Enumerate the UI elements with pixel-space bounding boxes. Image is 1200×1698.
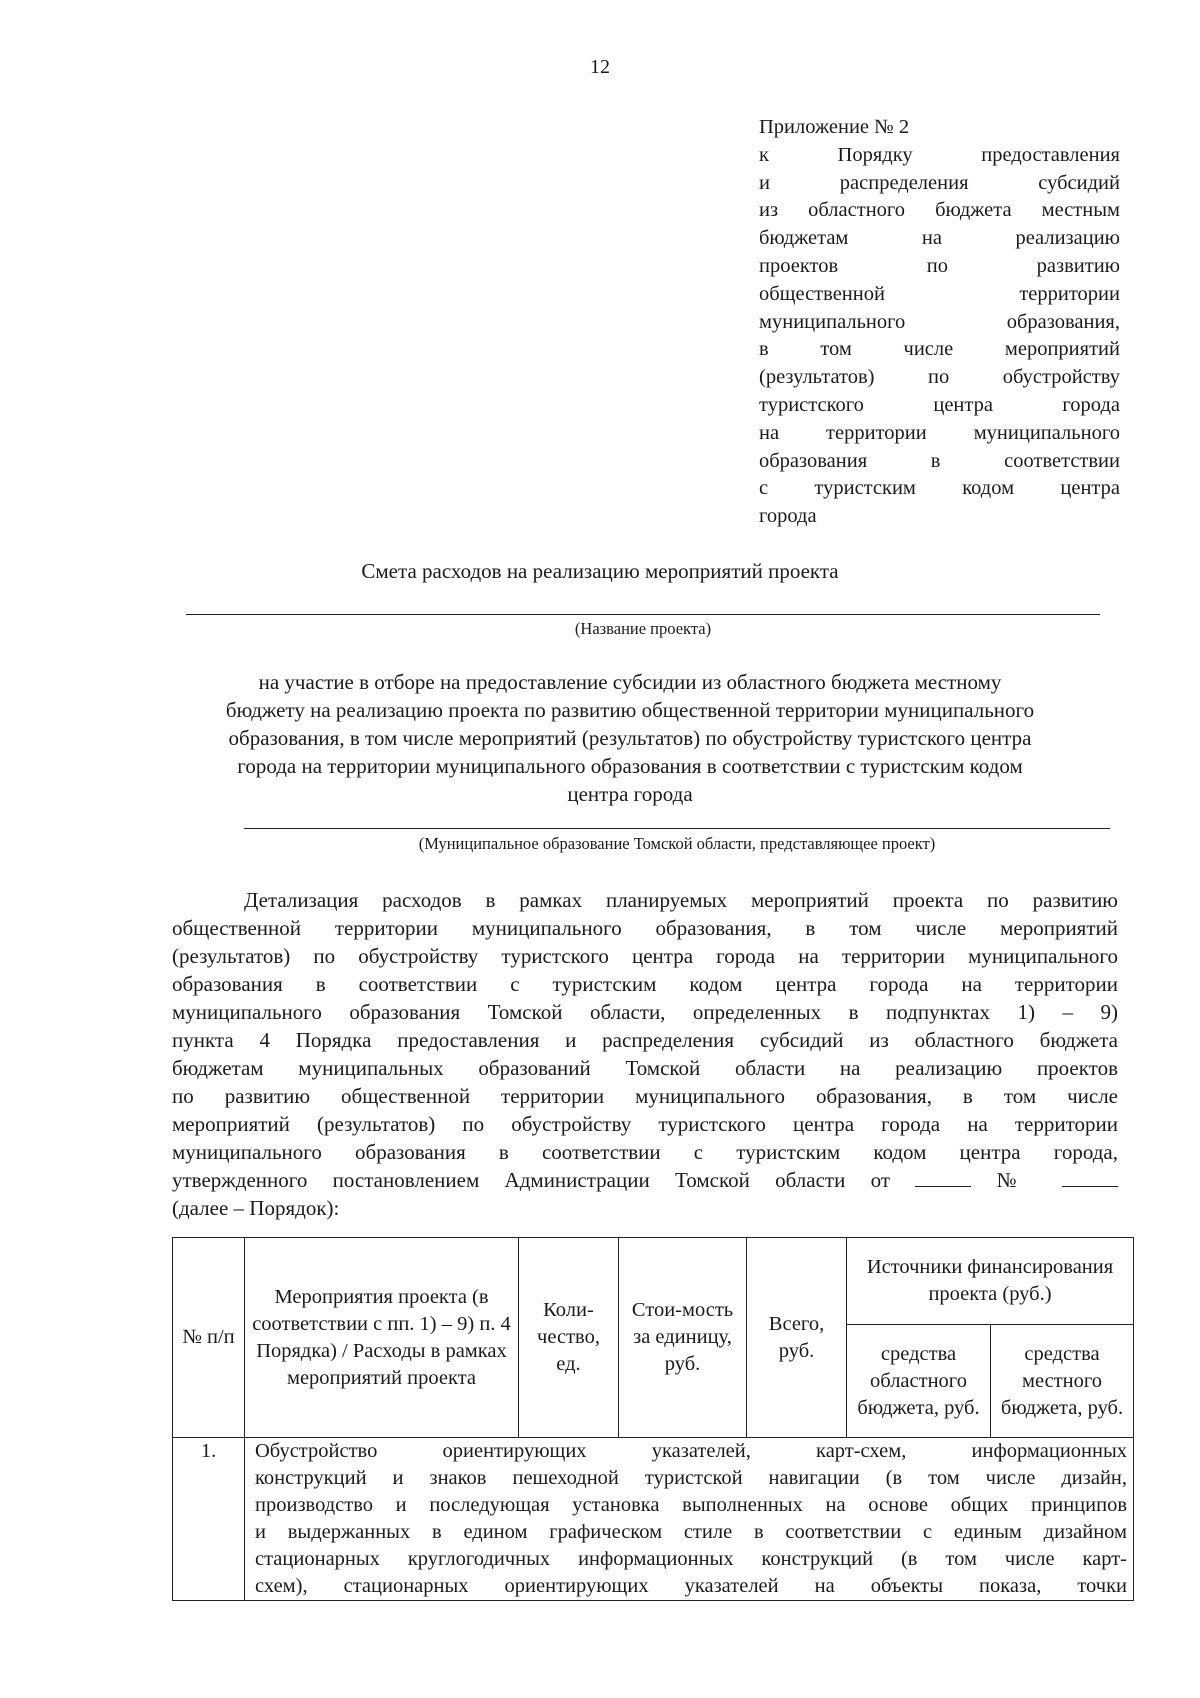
appendix-line: к Порядку предоставления	[759, 143, 1120, 166]
paragraph-line: (далее – Порядок):	[172, 1196, 340, 1220]
header-quantity: Коли-чество, ед.	[519, 1238, 619, 1438]
municipality-caption: (Муниципальное образование Томской области, представляющее проект)	[418, 834, 936, 853]
paragraph-line: муниципального образования Томской области, определенных в подпунктах 1) – 9)	[172, 1000, 1118, 1024]
paragraph-line: бюджетам муниципальных образований Томской области на реализацию проектов	[172, 1056, 1118, 1080]
appendix-line: муниципального образования,	[759, 310, 1120, 333]
expense-table	[172, 1237, 1134, 1601]
document-title: Смета расходов на реализацию мероприятий проекта	[361, 559, 839, 583]
appendix-line: с туристским кодом центра	[759, 477, 1120, 500]
row-text-line: и выдержанных в едином графическом стиле в соответствии с единым дизайном	[255, 1521, 1128, 1543]
project-name-line	[186, 614, 1100, 615]
paragraph-line: муниципального образования в соответствии с туристским кодом центра города,	[172, 1140, 1118, 1164]
header-activity: Мероприятия проекта (в соответствии с пп. 1) – 9) п. 4 Порядка) / Расходы в рамках мероприятий проекта	[245, 1238, 519, 1438]
purpose-line: на участие в отборе на предоставление субсидии из областного бюджета местному	[258, 670, 1002, 694]
purpose-text	[170, 668, 1090, 808]
header-funding-sources: Источники финансирования проекта (руб.)	[847, 1238, 1134, 1325]
purpose-line: города на территории муниципального образования в соответствии с туристским кодом	[237, 754, 1023, 778]
appendix-line: общественной территории	[759, 282, 1120, 305]
paragraph-line: по развитию общественной территории муниципального образования, в том числе	[172, 1084, 1118, 1108]
row-number: 1.	[173, 1438, 245, 1601]
appendix-line: в том числе мероприятий	[759, 338, 1120, 361]
header-number: № п/п	[173, 1238, 245, 1438]
header-local-budget: средства местного бюджета, руб.	[991, 1325, 1134, 1438]
paragraph-line: Детализация расходов в рамках планируемых мероприятий проекта по развитию	[244, 888, 1118, 912]
header-unit-cost: Стои-мость за единицу, руб.	[619, 1238, 747, 1438]
appendix-line: туристского центра города	[759, 393, 1120, 416]
row-text-line: Обустройство ориентирующих указателей, карт-схем, информационных	[255, 1440, 1128, 1462]
purpose-line: центра города	[567, 782, 693, 806]
paragraph-line: мероприятий (результатов) по обустройству туристского центра города на территории	[172, 1112, 1118, 1136]
row-activity-text	[245, 1438, 1134, 1601]
appendix-line: Приложение № 2	[759, 116, 910, 138]
row-text-line: стационарных круглогодичных информационных конструкций (в том числе карт-	[255, 1548, 1128, 1570]
appendix-line: города	[759, 505, 817, 528]
number-blank	[1062, 1168, 1118, 1187]
appendix-line: на территории муниципального	[759, 421, 1120, 444]
appendix-line: образования в соответствии	[759, 449, 1120, 472]
appendix-line: бюджетам на реализацию	[759, 227, 1120, 250]
purpose-line: бюджету на реализацию проекта по развитию общественной территории муниципального	[225, 698, 1035, 722]
appendix-line: и распределения субсидий	[759, 171, 1120, 194]
paragraph-line: пункта 4 Порядка предоставления и распределения субсидий из областного бюджета	[172, 1028, 1118, 1052]
appendix-line: проектов по развитию	[759, 254, 1120, 277]
header-regional-budget: средства областного бюджета, руб.	[847, 1325, 991, 1438]
paragraph-line: (результатов) по обустройству туристского центра города на территории муниципального	[172, 944, 1118, 968]
detail-paragraph	[172, 886, 1118, 1222]
municipality-line	[244, 828, 1110, 829]
purpose-line: образования, в том числе мероприятий (результатов) по обустройству туристского центра	[228, 726, 1032, 750]
row-text-line: конструкций и знаков пешеходной туристской навигации (в том числе дизайн,	[255, 1467, 1128, 1489]
page-number: 12	[590, 56, 610, 78]
paragraph-line: общественной территории муниципального образования, в том числе мероприятий	[172, 916, 1118, 940]
row-text-line: схем), стационарных ориентирующих указателей на объекты показа, точки	[255, 1575, 1128, 1597]
paragraph-line: образования в соответствии с туристским кодом центра города на территории	[172, 972, 1118, 996]
row-text-line: производство и последующая установка выполненных на основе общих принципов	[255, 1494, 1128, 1516]
project-name-caption: (Название проекта)	[574, 619, 712, 638]
appendix-block	[759, 114, 1120, 531]
appendix-line: (результатов) по обустройству	[759, 366, 1120, 389]
header-total: Всего, руб.	[747, 1238, 847, 1438]
date-blank	[915, 1168, 971, 1187]
paragraph-line: утвержденного постановлением Администрации Томской области от №	[172, 1166, 1118, 1194]
appendix-line: из областного бюджета местным	[759, 199, 1120, 222]
